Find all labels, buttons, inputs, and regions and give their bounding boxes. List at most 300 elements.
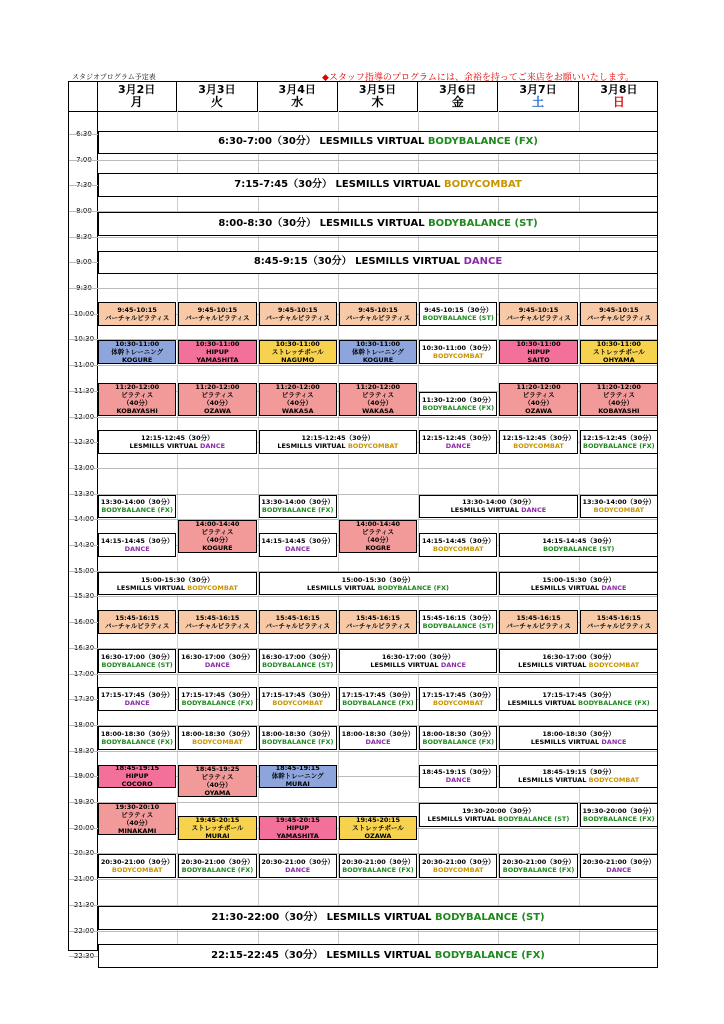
class-line: [500, 348, 576, 356]
class-text: 9:45-10:15（30分）: [424, 305, 493, 314]
class-line: [260, 691, 336, 699]
class-line: [179, 399, 255, 407]
class-line: [340, 653, 497, 661]
class-text: 20:30-21:00（30分）: [421, 858, 495, 867]
class-text: 16:30-17:00（30分）: [542, 652, 616, 661]
class-text: ストレッチポール: [592, 348, 645, 357]
class-block: [499, 854, 577, 878]
class-line: [500, 434, 576, 442]
class-line: [179, 832, 255, 840]
class-text: 17:15-17:45（30分）: [181, 691, 254, 700]
class-text: LESMILLS VIRTUAL: [277, 442, 348, 451]
class-text: LESMILLS VIRTUAL: [518, 776, 589, 785]
class-text: （40分）: [604, 399, 634, 408]
class-block: [580, 302, 658, 326]
class-text: ピラティス: [361, 528, 394, 537]
class-line: [500, 866, 576, 874]
class-text: HIPUP: [206, 348, 229, 357]
class-text: 9:45-10:15: [197, 305, 238, 314]
class-block: [98, 803, 176, 835]
class-block: [178, 302, 256, 326]
class-line: [99, 827, 175, 835]
time-label: 12:00: [73, 412, 95, 421]
class-text: BODYCOMBAT: [513, 442, 564, 451]
class-line: [179, 816, 255, 824]
class-line: [500, 314, 576, 322]
class-block: [259, 854, 337, 878]
class-text: バーチャルピラティス: [345, 622, 411, 631]
time-gridline: [69, 160, 657, 161]
class-text: DANCE: [601, 737, 627, 746]
class-block: [499, 340, 577, 364]
class-block: [419, 610, 497, 634]
class-line: [581, 622, 657, 630]
class-text: 10:30-11:00: [195, 340, 240, 349]
class-block: [499, 533, 658, 557]
class-text: BODYCOMBAT: [593, 506, 645, 515]
class-text: WAKASA: [362, 407, 394, 416]
class-text: BODYCOMBAT: [588, 660, 640, 669]
class-text: バーチャルピラティス: [185, 622, 250, 631]
class-block: [499, 383, 577, 415]
class-line: [99, 661, 175, 669]
class-text: 13:30-14:00（30分）: [582, 498, 656, 507]
class-line: [420, 396, 496, 404]
class-text: 17:15-17:45（30分）: [421, 691, 495, 700]
class-text: OHYAMA: [603, 356, 635, 365]
day-header: [177, 82, 257, 111]
class-text: BODYBALANCE (FX): [342, 699, 414, 708]
class-line: [99, 803, 175, 811]
class-text: ピラティス: [121, 391, 154, 400]
class-line: [420, 807, 577, 815]
class-text: BODYCOMBAT: [111, 866, 163, 875]
class-text: 11:20-12:00: [115, 383, 160, 392]
class-line: [99, 730, 175, 738]
class-text: 体幹トレーニング: [111, 348, 164, 357]
time-label: 20:30: [73, 849, 95, 858]
class-text: DANCE: [606, 866, 632, 875]
class-line: [420, 730, 496, 738]
class-text: ピラティス: [201, 391, 234, 400]
class-line: [500, 407, 576, 415]
class-text: 19:30-20:00（30分）: [582, 806, 656, 815]
class-text: KOBAYASHI: [116, 407, 158, 416]
class-text: バーチャルピラティス: [265, 313, 330, 322]
class-block: [339, 816, 417, 840]
class-block: [339, 854, 417, 878]
class-text: BODYBALANCE (ST): [435, 911, 545, 923]
class-line: [420, 404, 496, 412]
class-line: [260, 772, 336, 780]
class-block: [419, 430, 497, 454]
class-text: BODYBALANCE (FX): [101, 506, 173, 515]
day-of-week: 日: [612, 95, 625, 109]
class-text: 15:45-16:15: [516, 614, 561, 623]
class-block: [178, 383, 256, 415]
time-label: 22:00: [73, 926, 95, 935]
class-line: [420, 768, 496, 776]
class-line: [420, 344, 496, 352]
class-block: [98, 572, 257, 596]
class-line: [260, 506, 336, 514]
class-text: バーチャルピラティス: [104, 313, 170, 322]
class-block: [259, 765, 337, 789]
class-text: 20:30-21:00（30分）: [341, 858, 415, 867]
class-text: LESMILLS VIRTUAL: [518, 660, 589, 669]
class-line: [420, 614, 496, 622]
time-label: 18:00: [73, 720, 95, 729]
class-line: [500, 738, 657, 746]
class-line: [99, 691, 175, 699]
day-of-week: 木: [371, 95, 384, 109]
class-line: [420, 442, 496, 450]
class-line: [99, 442, 256, 450]
class-line: [179, 824, 255, 832]
class-line: [260, 832, 336, 840]
class-block: [98, 212, 658, 236]
class-line: [260, 399, 336, 407]
day-date: 3月3日: [198, 83, 236, 96]
class-line: [99, 780, 175, 788]
class-block: [499, 687, 658, 711]
class-text: 11:20-12:00: [516, 383, 561, 392]
class-text: バーチャルピラティス: [506, 313, 571, 322]
class-line: [99, 653, 175, 661]
class-text: バーチャルピラティス: [104, 622, 170, 631]
class-block: [339, 520, 417, 552]
day-date: 3月6日: [439, 83, 477, 96]
class-text: COCORO: [121, 780, 153, 789]
class-block: [339, 726, 417, 750]
class-line: [179, 614, 255, 622]
class-text: 18:00-18:30（30分）: [542, 729, 616, 738]
class-line: [581, 498, 657, 506]
day-header: [338, 82, 418, 111]
day-date: 3月8日: [600, 83, 638, 96]
time-label: 7:00: [76, 155, 92, 164]
class-line: [260, 614, 336, 622]
day-header: [579, 82, 659, 111]
class-text: OZAWA: [364, 831, 392, 840]
class-text: バーチャルピラティス: [185, 313, 250, 322]
class-block: [259, 495, 337, 519]
class-line: [500, 661, 657, 669]
class-line: [581, 506, 657, 514]
class-line: [340, 691, 416, 699]
class-text: 8:45-9:15（30分） LESMILLS VIRTUAL: [253, 256, 464, 268]
class-text: （40分）: [363, 536, 393, 545]
class-text: バーチャルピラティス: [265, 622, 330, 631]
class-text: 17:15-17:45（30分）: [261, 691, 335, 700]
class-text: BODYBALANCE (FX): [101, 737, 173, 746]
class-text: LESMILLS VIRTUAL: [129, 442, 200, 451]
time-label: 14:00: [73, 515, 95, 524]
class-line: [260, 584, 497, 592]
class-text: バーチャルピラティス: [506, 622, 571, 631]
day-header: [498, 82, 578, 111]
class-line: [500, 442, 576, 450]
class-line: [179, 407, 255, 415]
class-text: KOBAYASHI: [598, 407, 640, 416]
class-text: 10:30-11:00: [275, 340, 320, 349]
class-line: [500, 730, 657, 738]
class-block: [178, 340, 256, 364]
class-text: DANCE: [285, 866, 311, 875]
day-header: [97, 82, 177, 111]
class-text: BODYBALANCE (ST): [498, 814, 570, 823]
day-date: 3月7日: [519, 83, 557, 96]
class-text: 12:15-12:45（30分）: [421, 434, 495, 443]
class-text: 22:15-22:45（30分） LESMILLS VIRTUAL: [211, 950, 435, 962]
class-text: 11:30-12:00（30分）: [421, 395, 495, 404]
class-text: 20:30-21:00（30分）: [181, 858, 254, 867]
class-text: KOGURE: [121, 356, 153, 365]
time-label: 22:30: [73, 952, 95, 961]
time-label: 17:00: [73, 669, 95, 678]
class-text: BODYBALANCE (ST): [428, 217, 538, 229]
time-label: 16:00: [73, 618, 95, 627]
time-label: 13:00: [73, 463, 95, 472]
class-line: [340, 407, 416, 415]
day-header: [258, 82, 338, 111]
class-text: DANCE: [365, 737, 391, 746]
class-text: 20:30-21:00（30分）: [582, 858, 656, 867]
class-text: BODYCOMBAT: [187, 583, 238, 592]
class-block: [419, 687, 497, 711]
class-text: （40分）: [203, 780, 232, 789]
time-label: 10:00: [73, 309, 95, 318]
class-line: [420, 738, 496, 746]
class-text: BODYBALANCE (FX): [261, 506, 334, 515]
class-line: [500, 545, 657, 553]
class-line: [581, 442, 657, 450]
class-text: 15:45-16:15: [355, 614, 401, 623]
class-block: [98, 251, 658, 275]
time-label: 8:30: [76, 232, 92, 241]
class-text: BODYCOMBAT: [433, 352, 484, 361]
class-block: [499, 765, 658, 789]
class-block: [178, 816, 256, 840]
class-text: 14:15-14:45（30分）: [421, 537, 495, 546]
class-text: DANCE: [124, 699, 150, 708]
class-block: [178, 687, 256, 711]
class-block: [259, 572, 498, 596]
class-line: [500, 622, 576, 630]
class-text: 6:30-7:00（30分） LESMILLS VIRTUAL: [218, 136, 428, 148]
day-header: [418, 82, 498, 111]
class-line: [260, 858, 336, 866]
class-text: 20:30-21:00（30分）: [502, 858, 575, 867]
class-text: ピラティス: [201, 772, 234, 781]
class-text: BODYBALANCE (FX): [422, 403, 495, 412]
class-line: [420, 498, 577, 506]
class-line: [340, 824, 416, 832]
class-line: [581, 348, 657, 356]
class-block: [419, 803, 578, 827]
class-block: [419, 726, 497, 750]
class-block: [580, 383, 658, 415]
class-text: バーチャルピラティス: [586, 313, 651, 322]
class-line: [500, 576, 657, 584]
class-block: [580, 430, 658, 454]
class-line: [260, 306, 336, 314]
class-text: （40分）: [122, 399, 152, 408]
time-label: 9:30: [76, 284, 92, 293]
class-line: [500, 768, 657, 776]
class-text: NAGUMO: [281, 356, 315, 365]
class-text: 12:15-12:45（30分）: [582, 434, 656, 443]
class-line: [500, 858, 576, 866]
time-gridline: [69, 468, 657, 469]
class-text: HIPUP: [527, 348, 550, 357]
class-block: [98, 173, 658, 197]
class-text: 9:45-10:15: [518, 305, 559, 314]
class-line: [260, 661, 336, 669]
class-block: [419, 495, 578, 519]
class-line: [500, 399, 576, 407]
class-text: DANCE: [199, 442, 226, 451]
class-text: YAMASHITA: [196, 356, 239, 365]
class-block: [259, 533, 337, 557]
class-block: [98, 765, 176, 789]
class-text: 16:30-17:00（30分）: [261, 652, 335, 661]
time-label: 8:00: [76, 206, 92, 215]
class-block: [98, 430, 257, 454]
class-text: 体幹トレーニング: [352, 348, 404, 357]
class-block: [419, 302, 497, 326]
time-label: 11:30: [73, 386, 95, 395]
class-text: 19:30-20:00（30分）: [462, 806, 535, 815]
class-line: [99, 576, 256, 584]
time-label: 21:00: [73, 875, 95, 884]
class-text: HIPUP: [286, 823, 310, 832]
class-block: [419, 392, 497, 416]
class-line: [420, 352, 496, 360]
class-line: [260, 780, 336, 788]
class-block: [98, 687, 176, 711]
class-line: [179, 622, 255, 630]
class-text: 15:00-15:30（30分）: [341, 575, 415, 584]
time-label: 7:30: [76, 181, 92, 190]
class-text: LESMILLS VIRTUAL: [306, 583, 378, 592]
class-text: 12:15-12:45（30分）: [140, 434, 214, 443]
class-block: [419, 340, 497, 364]
class-block: [98, 610, 176, 634]
class-line: [99, 858, 175, 866]
class-line: [340, 348, 416, 356]
class-block: [259, 302, 337, 326]
class-line: [420, 506, 577, 514]
class-line: [500, 614, 576, 622]
class-text: BODYCOMBAT: [588, 776, 640, 785]
class-block: [98, 854, 176, 878]
time-gridline: [69, 417, 657, 418]
class-block: [98, 533, 176, 557]
class-line: [179, 858, 255, 866]
class-block: [499, 726, 658, 750]
class-text: OZAWA: [203, 407, 231, 416]
class-text: 17:15-17:45（30分）: [100, 691, 174, 700]
time-label: 18:30: [73, 746, 95, 755]
class-line: [99, 348, 175, 356]
class-block: [339, 383, 417, 415]
class-line: [260, 442, 417, 450]
class-text: DANCE: [204, 660, 230, 669]
class-text: LESMILLS VIRTUAL: [450, 506, 522, 515]
class-text: 9:45-10:15: [599, 305, 639, 314]
class-text: BODYCOMBAT: [433, 866, 484, 875]
class-text: ピラティス: [361, 391, 394, 400]
class-line: [99, 306, 175, 314]
class-line: [340, 306, 416, 314]
class-line: [581, 434, 657, 442]
time-label: 14:30: [73, 541, 95, 550]
class-text: 15:45-16:15: [275, 614, 320, 623]
class-block: [178, 520, 256, 552]
class-line: [500, 653, 657, 661]
class-block: [259, 383, 337, 415]
class-text: BODYCOMBAT: [272, 699, 323, 708]
class-text: 18:45-19:15: [275, 764, 320, 773]
class-block: [259, 816, 337, 840]
class-text: 21:30-22:00（30分） LESMILLS VIRTUAL: [211, 911, 436, 923]
class-text: ストレッチポール: [191, 823, 244, 832]
class-block: [580, 495, 658, 519]
class-line: [500, 699, 657, 707]
class-line: [260, 653, 336, 661]
class-text: DANCE: [124, 545, 150, 554]
class-text: 体幹トレーニング: [271, 772, 324, 781]
class-line: [179, 738, 255, 746]
class-line: [179, 536, 255, 544]
time-gridline: [69, 237, 657, 238]
time-gridline: [69, 879, 657, 880]
class-line: [340, 614, 416, 622]
class-block: [98, 649, 176, 673]
class-text: BODYCOMBAT: [192, 737, 243, 746]
class-block: [499, 649, 658, 673]
time-gridline: [69, 596, 657, 597]
class-text: 11:20-12:00: [195, 383, 240, 392]
class-text: HIPUP: [125, 772, 149, 781]
time-label: 9:00: [76, 258, 92, 267]
class-text: 18:00-18:30（30分）: [341, 729, 415, 738]
class-line: [99, 399, 175, 407]
class-line: [179, 306, 255, 314]
class-text: WAKASA: [281, 407, 314, 416]
class-text: BODYBALANCE (FX): [181, 699, 254, 708]
class-text: 18:45-19:15（30分）: [542, 768, 616, 777]
class-line: [260, 545, 336, 553]
class-text: KOGURE: [202, 544, 233, 553]
class-text: 9:45-10:15: [277, 305, 318, 314]
class-line: [420, 866, 496, 874]
class-block: [178, 765, 256, 797]
class-line: [179, 661, 255, 669]
class-line: [179, 653, 255, 661]
class-line: [99, 498, 175, 506]
class-text: （40分）: [203, 536, 232, 545]
class-text: 10:30-11:00: [596, 340, 641, 349]
class-line: [179, 340, 255, 348]
class-text: （40分）: [524, 399, 553, 408]
class-text: 12:15-12:45（30分）: [502, 434, 575, 443]
class-line: [260, 730, 336, 738]
class-line: [340, 622, 416, 630]
class-text: 15:45-16:15: [115, 614, 160, 623]
class-text: 14:15-14:45（30分）: [261, 537, 335, 546]
